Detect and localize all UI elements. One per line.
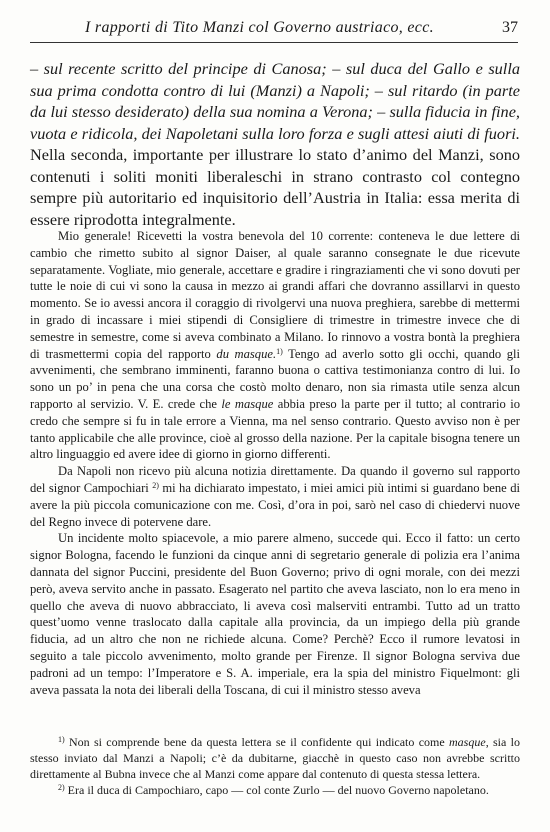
intro-roman-text: Nella seconda, importante per illustrare lo stato d’animo del Manzi, sono contenuti i soliti moniti liberaleschi in strano contrasto col contegno sempre più autoritario ed inquisitorio dell’Austria in Italia: essa merita di essere riprodotta integralmente. xyxy=(30,145,520,229)
footnote-text: Era il duca di Campochiaro, capo — col conte Zurlo — del nuovo Governo napoletano. xyxy=(64,783,489,797)
footnotes xyxy=(30,734,520,798)
footnote-mark-1: 1) xyxy=(58,735,65,744)
intro-italic-text: – sul recente scritto del principe di Canosa; – sul duca del Gallo e sulla sua prima condotta contro di lui (Manzi) a Napoli; – sul ritardo (in parte da lui stesso desiderato) della sua nomina a Verona; – sulla fiducia in fine, vuota e ridicola, dei Napoletani sulla loro forza e sugli attesi aiuti di fuori. xyxy=(30,59,520,143)
letter-text: abbia preso la parte per il tutto; al contrario io credo che sempre si fu in tale errore a Vienna, ma nel senso contrario. Questo avviso non è per tanto applicabile che alle province, cioè al grosso della nazione. Per la capitale bisogna tenere un altro linguaggio ed avere idee di giorno in giorno differenti. xyxy=(30,396,520,462)
letter-text: Mio generale! Ricevetti la vostra benevola del 10 corrente: conteneva le due lettere di cambio che rimetto subito al signor Daiser, al quale saranno consegnate le due ricevute separatamente. Vogliate, mio generale, accettare e gradire i ringraziamenti che vi sono dovuti per tutte le noie di cui vi sono la causa in mezzo ai grandi affari che dovranno assillarvi in questo momento. Se io avessi ancora il coraggio di rivolgervi una nuova preghiera, sarebbe di mettermi in grado di incassare i miei stipendi di Consigliere di trimestre in trimestre invece che di semestre in semestre, come si aveva combinato a Milano. Io rinnovo a vostra bontà la preghiera di trasmettermi copia del rapporto xyxy=(30,229,520,361)
footnote-ref-1: 1) xyxy=(276,346,283,356)
letter-text: mi ha dichiarato impestato, i miei amici più intimi si guardano bene di avere la più piccola comunicazione con me. Così, d’ora in poi, sarò nel caso di chiedervi nuove del Regno invece di potervene dare. xyxy=(30,480,520,529)
footnote-2 xyxy=(30,782,520,798)
letter-text: Un incidente molto spiacevole, a mio parere almeno, succede qui. Ecco il fatto: un certo signor Bologna, facendo le funzioni da cinque anni di segretario generale di polizia era l’anima dannata del signor Puccini, presidente del Buon Governo; privo di ogni morale, con dei mezzi però, aveva servito anche in passato. Esagerato nel partito che aveva lasciato, non lo era meno in quello che aveva di nuovo abbracciato, li aveva così malserviti entrambi. Tutto ad un tratto quest’uomo venne traslocato dalla capitale alla provincia, da un impiego della più grande fiducia, ad un altro che non ne richiede alcuna. Come? Perchè? Ecco il rumore levatosi in seguito a tale piccolo avvenimento, molto grande per Firenze. Il signor Bologna serviva due padroni ad un tempo: l’Imperatore e S. A. imperiale, era la spia del ministro Fiquelmont: gli aveva passata la nota dei liberali della Toscana, di cui il ministro stesso aveva xyxy=(30,531,520,697)
letter-paragraph-2 xyxy=(30,463,520,530)
footnote-1 xyxy=(30,734,520,782)
footnote-text: , sia lo stesso inviato dal Manzi a Napoli; c’è da dubitarne, giacchè in questo caso non avrebbe scritto direttamente al Bubna invece che al Manzi come appare dal contenuto di questa stessa lettera. xyxy=(30,735,520,781)
letter-text: Da Napoli non ricevo più alcuna notizia direttamente. Da quando il governo sul rapporto del signor Campochiari xyxy=(30,464,520,495)
letter-text: Tengo ad averlo sotto gli occhi, quando gli avvenimenti, che sembrano imminenti, faranno buona o cattiva testimonianza contro di lui. Io sono un po’ in pena che una corsa che costò molto denaro, non sia rimasta utile senza alcun rapporto al servizio. V. E. crede che xyxy=(30,346,520,411)
running-title: I rapporti di Tito Manzi col Governo austriaco, ecc. xyxy=(85,19,434,36)
page-number: 37 xyxy=(502,19,518,36)
letter-italic-text: le masque xyxy=(221,396,274,411)
footnote-italic-text: masque xyxy=(449,735,486,749)
letter-italic-text: du masque. xyxy=(216,346,277,361)
footnote-ref-2: 2) xyxy=(152,480,159,490)
letter-paragraph-1 xyxy=(30,228,520,463)
quoted-letter xyxy=(30,228,520,698)
footnote-text: Non si comprende bene da questa lettera se il confidente qui indicato come xyxy=(64,735,450,749)
running-header xyxy=(30,18,518,43)
intro-paragraph xyxy=(30,58,520,230)
letter-paragraph-3 xyxy=(30,530,520,698)
footnote-mark-2: 2) xyxy=(58,783,65,792)
